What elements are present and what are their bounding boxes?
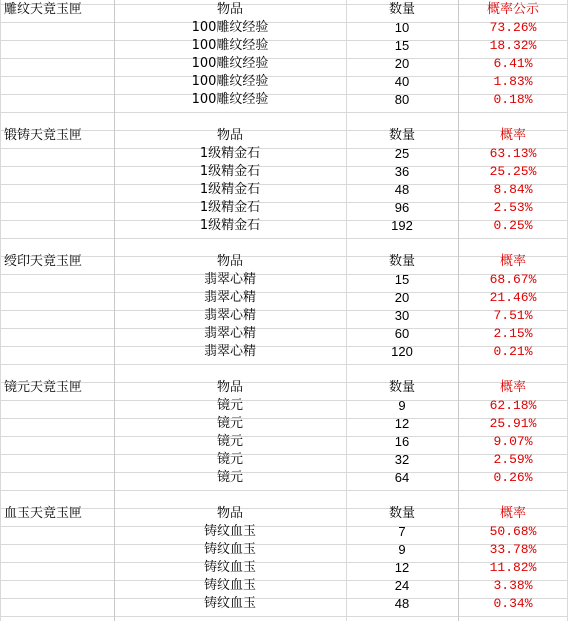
quantity-header-cell[interactable]: 数量 xyxy=(388,128,415,143)
section-header-row xyxy=(0,379,568,397)
quantity-cell[interactable]: 25 xyxy=(394,146,410,161)
gridline-horizontal xyxy=(0,238,568,239)
table-row xyxy=(0,469,568,487)
table-row xyxy=(0,217,568,235)
probability-cell[interactable]: 0.34% xyxy=(493,596,533,611)
quantity-cell[interactable]: 16 xyxy=(394,434,410,449)
quantity-header-cell[interactable]: 数量 xyxy=(388,2,415,17)
item-cell[interactable]: 镜元 xyxy=(216,434,243,449)
item-cell[interactable]: 1级精金石 xyxy=(199,182,261,197)
table-row xyxy=(0,559,568,577)
quantity-cell[interactable]: 80 xyxy=(394,92,410,107)
probability-cell[interactable]: 73.26% xyxy=(489,20,537,35)
table-row xyxy=(0,163,568,181)
item-header-cell[interactable]: 物品 xyxy=(216,506,243,521)
item-cell[interactable]: 铸纹血玉 xyxy=(203,560,256,575)
section-header-row xyxy=(0,253,568,271)
probability-cell[interactable]: 2.53% xyxy=(493,200,533,215)
item-cell[interactable]: 镜元 xyxy=(216,470,243,485)
item-cell[interactable]: 翡翠心精 xyxy=(203,326,256,341)
probability-cell[interactable]: 1.83% xyxy=(493,74,533,89)
probability-cell[interactable]: 3.38% xyxy=(493,578,533,593)
probability-cell[interactable]: 0.25% xyxy=(493,218,533,233)
quantity-cell[interactable]: 192 xyxy=(391,218,413,233)
item-header-cell[interactable]: 物品 xyxy=(216,128,243,143)
quantity-cell[interactable]: 15 xyxy=(394,38,410,53)
probability-header-cell[interactable]: 概率 xyxy=(499,128,526,143)
table-row xyxy=(0,451,568,469)
probability-cell[interactable]: 8.84% xyxy=(493,182,533,197)
box-name-cell[interactable]: 锻铸天竟玉匣 xyxy=(4,128,83,143)
probability-header-cell[interactable]: 概率公示 xyxy=(486,2,539,17)
quantity-cell[interactable]: 48 xyxy=(394,596,410,611)
table-row xyxy=(0,19,568,37)
table-row xyxy=(0,523,568,541)
probability-cell[interactable]: 2.15% xyxy=(493,326,533,341)
quantity-cell[interactable]: 20 xyxy=(394,290,410,305)
gridline-horizontal xyxy=(0,616,568,617)
quantity-cell[interactable]: 9 xyxy=(398,542,406,557)
probability-cell[interactable]: 25.25% xyxy=(489,164,537,179)
item-cell[interactable]: 铸纹血玉 xyxy=(203,578,256,593)
quantity-cell[interactable]: 40 xyxy=(394,74,410,89)
table-row xyxy=(0,325,568,343)
quantity-cell[interactable]: 7 xyxy=(398,524,406,539)
probability-cell[interactable]: 6.41% xyxy=(493,56,533,71)
section-header-row xyxy=(0,127,568,145)
quantity-cell[interactable]: 10 xyxy=(394,20,410,35)
quantity-header-cell[interactable]: 数量 xyxy=(388,506,415,521)
item-header-cell[interactable]: 物品 xyxy=(216,380,243,395)
probability-header-cell[interactable]: 概率 xyxy=(499,254,526,269)
table-row xyxy=(0,307,568,325)
quantity-cell[interactable]: 12 xyxy=(394,560,410,575)
table-row xyxy=(0,145,568,163)
item-cell[interactable]: 1级精金石 xyxy=(199,164,261,179)
item-cell[interactable]: 翡翠心精 xyxy=(203,308,256,323)
gridline-horizontal xyxy=(0,112,568,113)
table-row xyxy=(0,289,568,307)
item-cell[interactable]: 镜元 xyxy=(216,452,243,467)
item-cell[interactable]: 1级精金石 xyxy=(199,200,261,215)
box-name-cell[interactable]: 雕纹天竟玉匣 xyxy=(4,2,83,17)
box-name-cell[interactable]: 绶印天竟玉匣 xyxy=(4,254,83,269)
item-cell[interactable]: 1级精金石 xyxy=(199,146,261,161)
probability-cell[interactable]: 9.07% xyxy=(493,434,533,449)
item-cell[interactable]: 100雕纹经验 xyxy=(191,20,269,35)
item-cell[interactable]: 1级精金石 xyxy=(199,218,261,233)
gridline-horizontal xyxy=(0,364,568,365)
box-name-cell[interactable]: 血玉天竟玉匣 xyxy=(4,506,83,521)
probability-cell[interactable]: 63.13% xyxy=(489,146,537,161)
table-row xyxy=(0,595,568,613)
item-cell[interactable]: 铸纹血玉 xyxy=(203,596,256,611)
probability-cell[interactable]: 0.18% xyxy=(493,92,533,107)
quantity-cell[interactable]: 24 xyxy=(394,578,410,593)
probability-cell[interactable]: 62.18% xyxy=(489,398,537,413)
item-cell[interactable]: 镜元 xyxy=(216,398,243,413)
table-row xyxy=(0,37,568,55)
probability-cell[interactable]: 18.32% xyxy=(489,38,537,53)
quantity-cell[interactable]: 32 xyxy=(394,452,410,467)
item-header-cell[interactable]: 物品 xyxy=(216,2,243,17)
quantity-cell[interactable]: 30 xyxy=(394,308,410,323)
probability-cell[interactable]: 2.59% xyxy=(493,452,533,467)
quantity-header-cell[interactable]: 数量 xyxy=(388,380,415,395)
item-cell[interactable]: 100雕纹经验 xyxy=(191,74,269,89)
probability-cell[interactable]: 7.51% xyxy=(493,308,533,323)
probability-cell[interactable]: 11.82% xyxy=(489,560,537,575)
table-row xyxy=(0,181,568,199)
item-cell[interactable]: 100雕纹经验 xyxy=(191,56,269,71)
table-row xyxy=(0,541,568,559)
item-cell[interactable]: 镜元 xyxy=(216,416,243,431)
quantity-cell[interactable]: 96 xyxy=(394,200,410,215)
quantity-cell[interactable]: 120 xyxy=(391,344,413,359)
probability-cell[interactable]: 33.78% xyxy=(489,542,537,557)
quantity-cell[interactable]: 60 xyxy=(394,326,410,341)
probability-cell[interactable]: 0.21% xyxy=(493,344,533,359)
quantity-cell[interactable]: 36 xyxy=(394,164,410,179)
probability-cell[interactable]: 0.26% xyxy=(493,470,533,485)
item-header-cell[interactable]: 物品 xyxy=(216,254,243,269)
gridline-horizontal xyxy=(0,490,568,491)
table-row xyxy=(0,73,568,91)
item-cell[interactable]: 100雕纹经验 xyxy=(191,38,269,53)
item-cell[interactable]: 100雕纹经验 xyxy=(191,92,269,107)
box-name-cell[interactable]: 镜元天竟玉匣 xyxy=(4,380,83,395)
table-row xyxy=(0,397,568,415)
item-cell[interactable]: 翡翠心精 xyxy=(203,272,256,287)
probability-cell[interactable]: 21.46% xyxy=(489,290,537,305)
section-header-row xyxy=(0,505,568,523)
quantity-header-cell[interactable]: 数量 xyxy=(388,254,415,269)
probability-cell[interactable]: 50.68% xyxy=(489,524,537,539)
quantity-cell[interactable]: 15 xyxy=(394,272,410,287)
quantity-cell[interactable]: 12 xyxy=(394,416,410,431)
section-header-row xyxy=(0,1,568,19)
table-row xyxy=(0,577,568,595)
quantity-cell[interactable]: 48 xyxy=(394,182,410,197)
item-cell[interactable]: 翡翠心精 xyxy=(203,290,256,305)
quantity-cell[interactable]: 64 xyxy=(394,470,410,485)
quantity-cell[interactable]: 20 xyxy=(394,56,410,71)
probability-header-cell[interactable]: 概率 xyxy=(499,380,526,395)
quantity-cell[interactable]: 9 xyxy=(398,398,406,413)
table-row xyxy=(0,91,568,109)
table-row xyxy=(0,433,568,451)
probability-cell[interactable]: 25.91% xyxy=(489,416,537,431)
table-row xyxy=(0,199,568,217)
item-cell[interactable]: 翡翠心精 xyxy=(203,344,256,359)
probability-cell[interactable]: 68.67% xyxy=(489,272,537,287)
table-row xyxy=(0,271,568,289)
item-cell[interactable]: 铸纹血玉 xyxy=(203,542,256,557)
table-row xyxy=(0,415,568,433)
probability-header-cell[interactable]: 概率 xyxy=(499,506,526,521)
item-cell[interactable]: 铸纹血玉 xyxy=(203,524,256,539)
table-row xyxy=(0,343,568,361)
table-row xyxy=(0,55,568,73)
